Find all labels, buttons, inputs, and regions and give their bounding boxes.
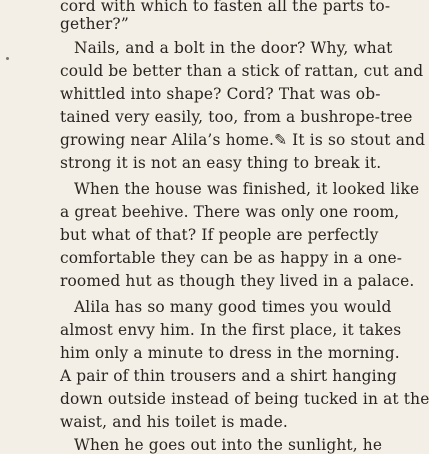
text-line: but what of that? If people are perfectly [60,226,379,244]
text-line: comfortable they can be as happy in a one- [60,249,403,267]
text-line: whittled into shape? Cord? That was ob- [60,85,381,103]
text-line: A pair of thin trousers and a shirt hanging [60,367,397,385]
text-line: When he goes out into the sunlight, he [74,436,383,454]
text-line: strong it is not an easy thing to break it. [60,154,382,172]
text-line: could be better than a stick of rattan, cut and [60,62,424,80]
text-line: him only a minute to dress in the morning. [60,344,400,362]
text-line: waist, and his toilet is made. [60,413,288,431]
text-line: Alila has so many good times you would [74,298,392,316]
text-line: Nails, and a bolt in the door? Why, what [74,39,393,57]
text-line: cord with which to fasten all the parts to- [60,0,391,15]
text-line: gether?” [60,15,129,33]
text-line: almost envy him. In the first place, it takes [60,321,402,339]
text-line: roomed hut as though they lived in a palace. [60,272,415,290]
margin-speck [6,57,9,60]
text-line: down outside instead of being tucked in at the [60,390,429,408]
text-line: a great beehive. There was only one room, [60,203,400,221]
text-line: growing near Alila’s home.✎ It is so stout and [60,131,426,149]
text-line: tained very easily, too, from a bushrope-tree [60,108,413,126]
text-line: When the house was finished, it looked like [74,180,420,198]
